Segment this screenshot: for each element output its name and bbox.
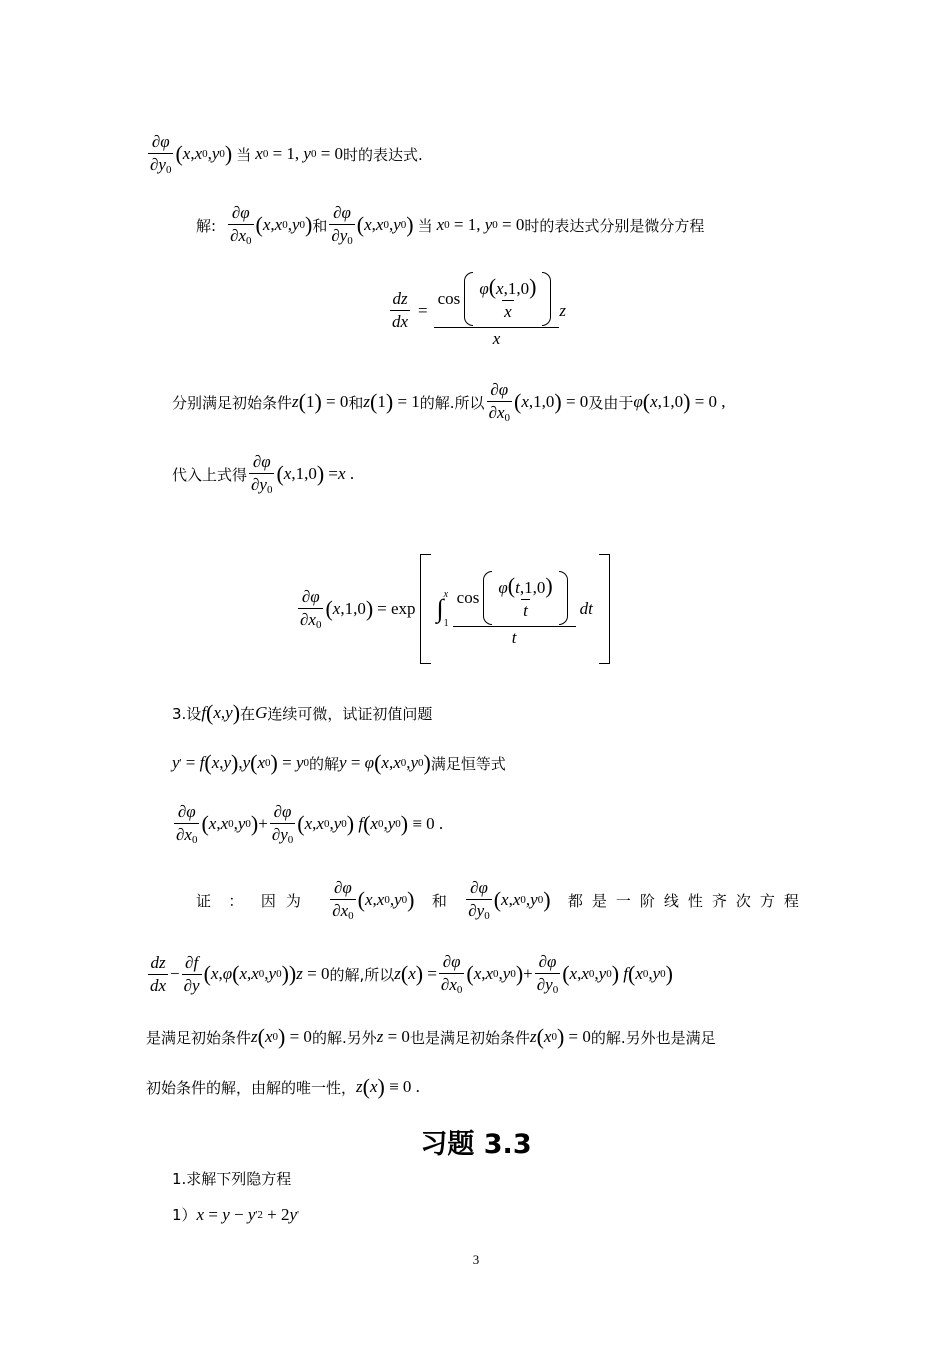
text-in: 在: [240, 704, 256, 723]
proof-label: 证: [196, 891, 212, 910]
text-also-satisfies: 也是满足初始条件: [409, 1028, 530, 1047]
text-because: 因为: [260, 891, 311, 910]
solution-label: 解:: [196, 216, 217, 235]
text-and: 和: [312, 216, 328, 235]
text-satisfies-initial: 是满足初始条件: [146, 1028, 252, 1047]
ode-display-equation: $\frac{dz}{dx}$ = cos $\frac{\varphi(x,1,0)}{x}$ x z: [392, 274, 567, 348]
text-linear-homogeneous: 都是一阶线性齐次方程: [567, 891, 808, 910]
substitute-line: 代入上式得 $\frac{\partial\varphi}{\partial y_0}$ ( x ,1,0 ) = x .: [172, 452, 355, 496]
solution-line: 解: $\frac{\partial\varphi}{\partial x_0}$ ( x , x 0 , y 0 ) 和 $\frac{\partial\varphi}{\partial y_0}$ ( x , x 0 , y 0 ) 当 x 0 = 1, y 0 = 0 时的表达式分别是微分方程: [196, 203, 705, 247]
text-solution: 的解: [309, 754, 340, 773]
text-when-2: 当: [417, 216, 433, 235]
text-continuously-differentiable: 连续可微，试证初值问题: [267, 704, 433, 723]
exp-integral-equation: $\frac{\partial\varphi}{\partial x_0}$ ( x ,1,0 ) = exp ∫ x 1 cos $\frac{\varphi(t,1,0)}{t}$ t dt: [296, 554, 610, 664]
text-uniqueness: 初始条件的解，由解的唯一性，: [146, 1078, 357, 1097]
identity-line: $\frac{\partial\varphi}{\partial x_0}$ ( x , x 0 , y 0 ) + $\frac{\partial\varphi}{\partial y_0}$ ( x , x 0 , y 0 ) f ( x 0 , y 0 ) ≡ 0 .: [176, 802, 444, 846]
exercise-1-1: 1） x = y − y '2 + 2 y ': [172, 1204, 299, 1224]
proof-line: 证 ： 因为 $\frac{\partial\varphi}{\partial x_0}$ ( x , x 0 , y 0 ) 和 $\frac{\partial\varphi}{\partial y_0}$ ( x , x 0 , y 0 ) 都是一阶线性齐次方程: [196, 878, 808, 922]
text-solution-so: 的解.所以: [419, 393, 485, 412]
text-and-2: 和: [348, 393, 364, 412]
formula-line-1: $\frac{\partial\varphi}{\partial y_0}$ ( x , x 0 , y 0 ) 当 x 0 = 1, y 0 = 0 时的表达式.: [150, 132, 423, 176]
proof-equation-line: $\frac{dz}{dx}$ − $\frac{\partial f}{\partial y}$ ( x , φ ( x , x 0 , y 0 ) ) z = 0 的解,所以 z ( x ) = $\frac{\partial\varphi}{\partial x_0}$ ( x , x 0 , y 0 ) + $\frac{\partial\varphi}{\partial y_0}$ ( x , x 0 , y 0 ) f ( x 0 , y 0 ): [150, 952, 673, 996]
text-solution-so-2: 的解,所以: [329, 965, 395, 984]
problem-3-label: 3.设: [172, 704, 202, 723]
text-and-3: 和: [431, 891, 447, 910]
initial-condition-line: 分别满足初始条件 z ( 1 ) = 0 和 z ( 1 ) = 1 的解.所以 $\frac{\partial\varphi}{\partial x_0}$ ( x ,1,0 ) = 0 及由于 φ ( x ,1,0 ) = 0 ,: [172, 380, 726, 424]
proof-colon: ：: [228, 891, 244, 910]
text-substitute: 代入上式得: [172, 465, 248, 484]
text-expression: 时的表达式.: [343, 145, 423, 164]
text-when: 当: [236, 145, 252, 164]
text-solve-implicit: 1.求解下列隐方程: [172, 1170, 292, 1188]
exercise-1-label: [172, 1168, 291, 1189]
item-number: 1）: [172, 1206, 197, 1224]
text-since: 及由于: [588, 393, 634, 412]
text-solution-also: 的解.另外: [311, 1028, 377, 1047]
section-heading: 习题 3.3: [420, 1129, 532, 1160]
problem-3-statement: 3.设 f ( x , y ) 在 G 连续可微，试证初值问题: [172, 700, 433, 725]
text-solution-also-2: 的解.另外也是满足: [590, 1028, 716, 1047]
proof-conclusion-line: 是满足初始条件 z ( x 0 ) = 0 的解.另外 z = 0 也是满足初始条件 z ( x 0 ) = 0 的解.另外也是满足: [146, 1024, 716, 1049]
text-satisfies-identity: 满足恒等式: [430, 754, 506, 773]
uniqueness-line: 初始条件的解，由解的唯一性， z ( x ) ≡ 0 .: [146, 1074, 420, 1099]
text-equations: 时的表达式分别是微分方程: [524, 216, 705, 235]
page-number: 3: [472, 1252, 480, 1267]
ivp-line: y ' = f ( x , y ) , y ( x 0 ) = y 0 的解 y = φ ( x , x 0 , y 0 ) 满足恒等式: [172, 750, 506, 775]
text-initial-conditions: 分别满足初始条件: [172, 393, 293, 412]
